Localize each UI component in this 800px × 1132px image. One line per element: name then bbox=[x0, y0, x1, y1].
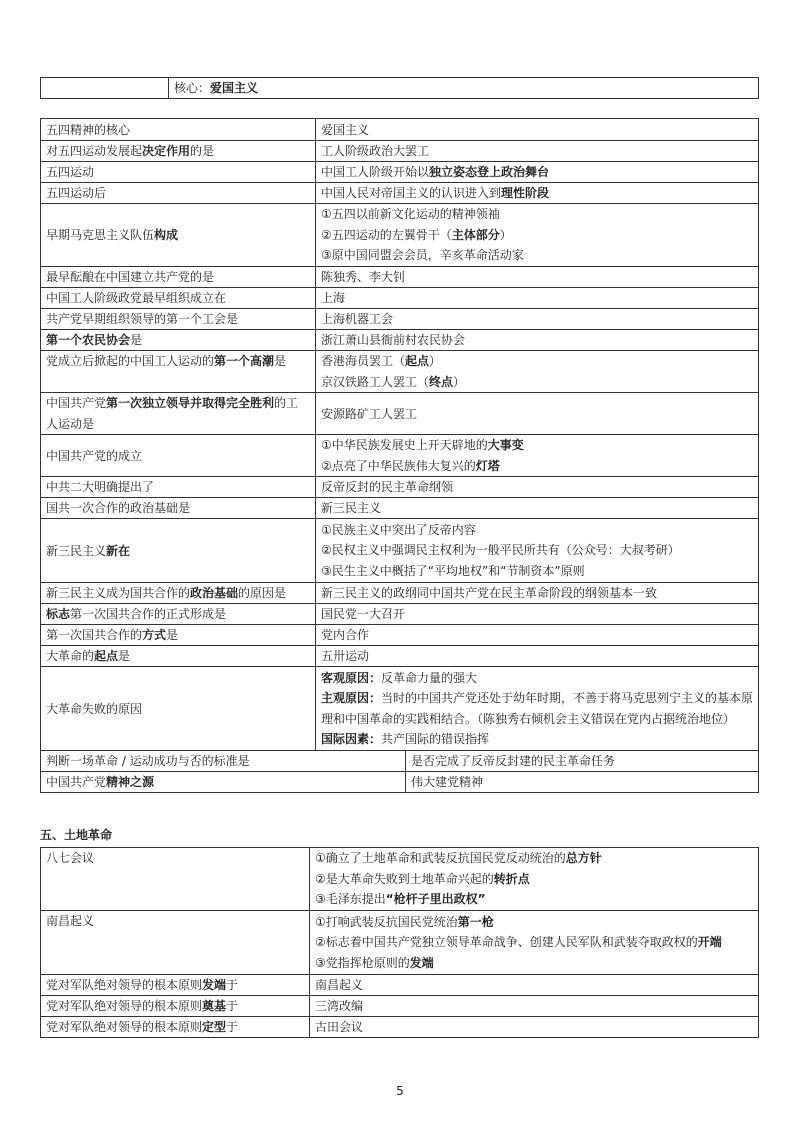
table-cell: 党成立后掀起的中国工人运动的第一个高潮是 bbox=[41, 351, 316, 393]
table-cell bbox=[41, 78, 169, 99]
table-row bbox=[41, 667, 759, 751]
table-cell: 早期马克思主义队伍构成 bbox=[41, 204, 316, 267]
table-cell: ①中华民族发展史上开天辟地的大事变 ②点亮了中华民族伟大复兴的灯塔 bbox=[316, 435, 759, 477]
table-cell: ①确立了土地革命和武装反抗国民党反动统治的总方针 ②是大革命失败到土地革命兴起的转折点 ③毛泽东提出“枪杆子里出政权” bbox=[310, 848, 759, 911]
table-row bbox=[41, 1017, 759, 1038]
table-row bbox=[41, 330, 759, 351]
table-row bbox=[41, 162, 759, 183]
table-row bbox=[41, 646, 759, 667]
table-cell: 五四运动 bbox=[41, 162, 316, 183]
table-cell: 五四运动后 bbox=[41, 183, 316, 204]
table-cell: 最早酝酿在中国建立共产党的是 bbox=[41, 267, 316, 288]
table-row bbox=[41, 604, 759, 625]
table-row bbox=[41, 772, 759, 793]
table-row bbox=[41, 78, 759, 99]
table-cell: 中国共产党第一次独立领导并取得完全胜利的工 人运动是 bbox=[41, 393, 316, 435]
table-row bbox=[41, 975, 759, 996]
table-cell: 中国人民对帝国主义的认识进入到理性阶段 bbox=[316, 183, 759, 204]
land-revolution-table bbox=[40, 847, 759, 1038]
table-cell: 党对军队绝对领导的根本原则奠基于 bbox=[41, 996, 310, 1017]
table-row bbox=[41, 267, 759, 288]
main-table bbox=[40, 118, 759, 793]
table-cell: 新三民主义的政纲同中国共产党在民主革命阶段的纲领基本一致 bbox=[316, 583, 759, 604]
table-cell: 判断一场革命 / 运动成功与否的标准是 bbox=[41, 751, 406, 772]
table-cell: 党内合作 bbox=[316, 625, 759, 646]
table-cell: 新三民主义 bbox=[316, 498, 759, 519]
table-cell: 中共二大明确提出了 bbox=[41, 477, 316, 498]
table-cell: 中国共产党精神之源 bbox=[41, 772, 406, 793]
table-cell: 新三民主义成为国共合作的政治基础的原因是 bbox=[41, 583, 316, 604]
table-row bbox=[41, 848, 759, 911]
table-row bbox=[41, 119, 759, 141]
table-cell: 客观原因：反革命力量的强大 主观原因：当时的中国共产党还处于幼年时期，不善于将马克思列宁主义的基本原 理和中国革命的实践相结合。（陈独秀右倾机会主义错误在党内占据统治地位） 国际因素：共产国际的错误指挥 bbox=[316, 667, 759, 751]
table-cell: 南昌起义 bbox=[310, 975, 759, 996]
table-row bbox=[41, 751, 759, 772]
table-cell: 三湾改编 bbox=[310, 996, 759, 1017]
table-cell: 党对军队绝对领导的根本原则发端于 bbox=[41, 975, 310, 996]
table-cell: 第一个农民协会是 bbox=[41, 330, 316, 351]
table-row bbox=[41, 435, 759, 477]
table-row bbox=[41, 519, 759, 583]
table-cell: 上海 bbox=[316, 288, 759, 309]
table-row bbox=[41, 393, 759, 435]
table-cell: 陈独秀、李大钊 bbox=[316, 267, 759, 288]
table-cell: 爱国主义 bbox=[316, 119, 759, 141]
table-row bbox=[41, 583, 759, 604]
table-cell: 中国工人阶级开始以独立姿态登上政治舞台 bbox=[316, 162, 759, 183]
table-cell: 中国共产党的成立 bbox=[41, 435, 316, 477]
top-table bbox=[40, 77, 759, 99]
table-cell: 反帝反封的民主革命纲领 bbox=[316, 477, 759, 498]
table-cell: 标志第一次国共合作的正式形成是 bbox=[41, 604, 316, 625]
table-cell: ①五四以前新文化运动的精神领袖 ②五四运动的左翼骨干（主体部分） ③原中国同盟会会员，辛亥革命活动家 bbox=[316, 204, 759, 267]
table-cell: 大革命的起点是 bbox=[41, 646, 316, 667]
table-cell: 上海机器工会 bbox=[316, 309, 759, 330]
table-cell: 第一次国共合作的方式是 bbox=[41, 625, 316, 646]
table-row bbox=[41, 183, 759, 204]
table-cell: 大革命失败的原因 bbox=[41, 667, 316, 751]
table-cell: 八七会议 bbox=[41, 848, 310, 911]
table-row bbox=[41, 204, 759, 267]
table-row bbox=[41, 996, 759, 1017]
table-cell: ①民族主义中突出了反帝内容 ②民权主义中强调民主权利为一般平民所共有（公众号：大叔考研） ③民生主义中概括了“平均地权”和“节制资本”原则 bbox=[316, 519, 759, 583]
table-row bbox=[41, 288, 759, 309]
table-cell: 五卅运动 bbox=[316, 646, 759, 667]
table-cell: 核心：爱国主义 bbox=[169, 78, 759, 99]
table-cell: 南昌起义 bbox=[41, 911, 310, 975]
table-row bbox=[41, 141, 759, 162]
table-cell: 古田会议 bbox=[310, 1017, 759, 1038]
table-cell: 对五四运动发展起决定作用的是 bbox=[41, 141, 316, 162]
table-row bbox=[41, 625, 759, 646]
table-cell: 共产党早期组织领导的第一个工会是 bbox=[41, 309, 316, 330]
table-cell: 香港海员罢工（起点） 京汉铁路工人罢工（终点） bbox=[316, 351, 759, 393]
table-cell: 伟大建党精神 bbox=[406, 772, 759, 793]
table-row bbox=[41, 477, 759, 498]
table-cell: 浙江萧山县衙前村农民协会 bbox=[316, 330, 759, 351]
table-row bbox=[41, 498, 759, 519]
table-cell: 党对军队绝对领导的根本原则定型于 bbox=[41, 1017, 310, 1038]
table-row bbox=[41, 911, 759, 975]
section-title: 五、土地革命 bbox=[40, 828, 113, 842]
table-cell: 国共一次合作的政治基础是 bbox=[41, 498, 316, 519]
table-cell: 安源路矿工人罢工 bbox=[316, 393, 759, 435]
table-cell: 工人阶级政治大罢工 bbox=[316, 141, 759, 162]
table-cell: 新三民主义新在 bbox=[41, 519, 316, 583]
table-row bbox=[41, 309, 759, 330]
table-cell: ①打响武装反抗国民党统治第一枪 ②标志着中国共产党独立领导革命战争、创建人民军队和武装夺取政权的开端 ③党指挥枪原则的发端 bbox=[310, 911, 759, 975]
page-number: 5 bbox=[396, 1084, 404, 1098]
table-cell: 中国工人阶级政党最早组织成立在 bbox=[41, 288, 316, 309]
table-cell: 五四精神的核心 bbox=[41, 119, 316, 141]
table-row bbox=[41, 351, 759, 393]
table-cell: 国民党一大召开 bbox=[316, 604, 759, 625]
table-cell: 是否完成了反帝反封建的民主革命任务 bbox=[406, 751, 759, 772]
